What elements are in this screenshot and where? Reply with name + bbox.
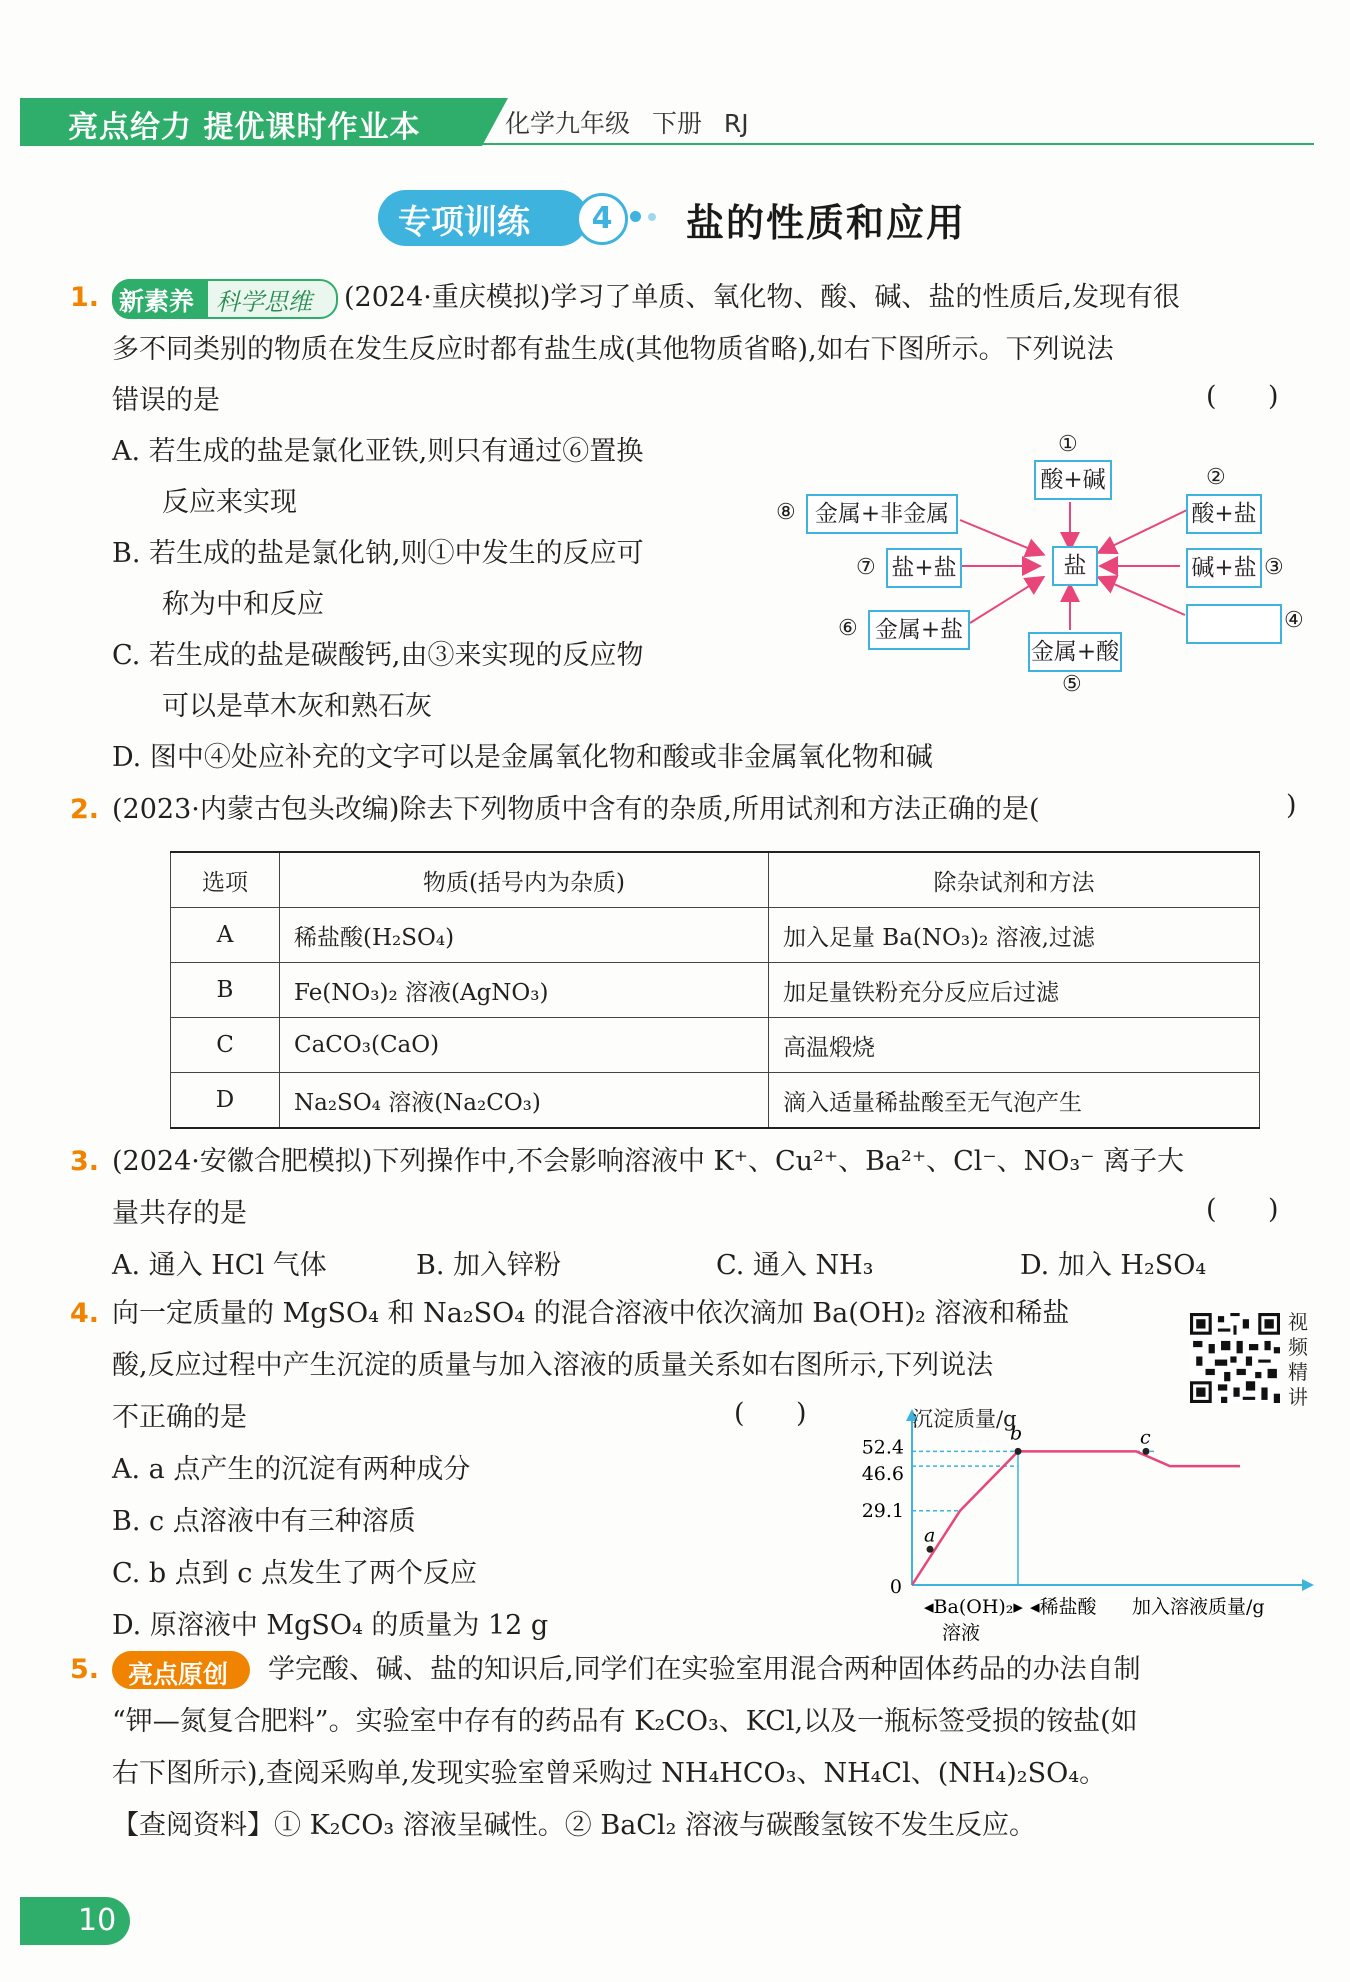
tag-label: 科学思维 (216, 288, 312, 316)
qr-label: 视频精讲 (1288, 1310, 1308, 1409)
x-segment-label: 溶液 (942, 1622, 981, 1644)
option-a: A. 通入 HCl 气体 (112, 1250, 327, 1281)
diagram-box-5: 金属+酸 (1028, 632, 1122, 672)
precipitate-chart (840, 1405, 1320, 1650)
option-b-cont: 称为中和反应 (162, 589, 324, 620)
section-label: 专项训练 (398, 202, 530, 241)
option-d: D. 图中④处应补充的文字可以是金属氧化物和酸或非金属氧化物和碱 (112, 742, 933, 773)
question-text: 错误的是 (112, 385, 220, 416)
qr-code-icon[interactable] (1190, 1313, 1280, 1403)
tag-label: 亮点原创 (128, 1660, 229, 1689)
impurity-table (170, 851, 1260, 1129)
question-text: 酸,反应过程中产生沉淀的质量与加入溶液的质量关系如右图所示,下列说法 (112, 1350, 994, 1381)
table-cell: C (171, 1018, 280, 1073)
diagram-box-3: 碱+盐 (1186, 548, 1262, 588)
table-cell: 滴入适量稀盐酸至无气泡产生 (769, 1073, 1260, 1129)
section-title: 盐的性质和应用 (686, 200, 967, 245)
question-text: 【查阅资料】① K₂CO₃ 溶液呈碱性。② BaCl₂ 溶液与碳酸氢铵不发生反应。 (112, 1810, 1036, 1841)
point-c (1143, 1448, 1150, 1455)
table-header-row (171, 852, 1260, 908)
point-label-a: a (924, 1524, 936, 1547)
table-cell: 加足量铁粉充分反应后过滤 (769, 963, 1260, 1018)
diagram-num-3: ③ (1264, 555, 1284, 580)
table-row (171, 908, 1260, 963)
question-text: “钾—氮复合肥料”。实验室中存有的药品有 K₂CO₃、KCl,以及一瓶标签受损的铵盐(如 (112, 1706, 1138, 1737)
x-segment-label: ◂稀盐酸 (1030, 1596, 1097, 1618)
option-c: C. 通入 NH₃ (716, 1250, 874, 1281)
question-text: 右下图所示),查阅采购单,发现实验室曾采购过 NH₄HCO₃、NH₄Cl、(NH₄)₂SO₄。 (112, 1758, 1107, 1789)
option-a: A. 若生成的盐是氯化亚铁,则只有通过⑥置换 (112, 436, 644, 467)
table-cell: 高温煅烧 (769, 1018, 1260, 1073)
ytick-label: 46.6 (861, 1463, 904, 1486)
table-header: 物质(括号内为杂质) (280, 852, 769, 908)
question-text: (2024·安徽合肥模拟)下列操作中,不会影响溶液中 K⁺、Cu²⁺、Ba²⁺、Cl⁻、NO₃⁻ 离子大 (112, 1146, 1185, 1177)
diagram-num-4: ④ (1284, 608, 1304, 633)
option-b: B. 若生成的盐是氯化钠,则①中发生的反应可 (112, 538, 644, 569)
answer-blank[interactable]: ( ) (734, 1398, 807, 1429)
diagram-box-2: 酸+盐 (1186, 494, 1262, 534)
option-c: C. 若生成的盐是碳酸钙,由③来实现的反应物 (112, 640, 644, 671)
table-cell: D (171, 1073, 280, 1129)
point-label-b: b (1010, 1422, 1023, 1445)
question-text: 多不同类别的物质在发生反应时都有盐生成(其他物质省略),如右下图所示。下列说法 (112, 334, 1114, 365)
question-number: 3. (70, 1146, 100, 1177)
data-line (912, 1451, 1240, 1585)
answer-blank[interactable]: ) (1286, 790, 1297, 821)
question-number: 5. (70, 1654, 100, 1685)
table-header: 除杂试剂和方法 (769, 852, 1260, 908)
diagram-center-salt: 盐 (1052, 546, 1098, 586)
table-cell: A (171, 908, 280, 963)
diagram-box-1: 酸+碱 (1034, 460, 1112, 500)
question-text: (2023·内蒙古包头改编)除去下列物质中含有的杂质,所用试剂和方法正确的是( (112, 794, 1040, 825)
table-cell: Fe(NO₃)₂ 溶液(AgNO₃) (280, 963, 769, 1018)
table-cell: CaCO₃(CaO) (280, 1018, 769, 1073)
ytick-label: 29.1 (861, 1499, 904, 1522)
question-text: 不正确的是 (112, 1402, 247, 1433)
table-row (171, 1073, 1260, 1129)
diagram-box-8: 金属+非金属 (806, 494, 958, 534)
option-d: D. 原溶液中 MgSO₄ 的质量为 12 g (112, 1610, 549, 1641)
arrow-8 (960, 520, 1042, 554)
arrow-6 (970, 578, 1042, 623)
option-b: B. 加入锌粉 (416, 1250, 562, 1281)
x-axis-arrow (1302, 1579, 1314, 1591)
arrow-2 (1100, 510, 1187, 552)
diagram-num-2: ② (1206, 465, 1226, 490)
question-number: 2. (70, 794, 100, 825)
question-text: 学完酸、碱、盐的知识后,同学们在实验室用混合两种固体药品的办法自制 (268, 1654, 1141, 1685)
diagram-num-7: ⑦ (856, 555, 876, 580)
option-a: A. a 点产生的沉淀有两种成分 (112, 1454, 471, 1485)
point-label-c: c (1140, 1426, 1151, 1449)
diagram-box-7: 盐+盐 (886, 548, 962, 588)
question-number: 1. (70, 282, 100, 313)
question-text: 向一定质量的 MgSO₄ 和 Na₂SO₄ 的混合溶液中依次滴加 Ba(OH)₂ 溶液和稀盐 (112, 1298, 1070, 1329)
option-c-cont: 可以是草木灰和熟石灰 (162, 691, 432, 722)
diagram-num-5: ⑤ (1062, 672, 1082, 697)
chart-xlabel: 加入溶液质量/g (1132, 1596, 1265, 1618)
question-text: 量共存的是 (112, 1198, 247, 1229)
tag-label: 新素养 (119, 287, 195, 316)
arrow-4 (1100, 578, 1185, 615)
section-dot (648, 213, 656, 221)
diagram-box-6: 金属+盐 (868, 610, 970, 650)
table-row (171, 1018, 1260, 1073)
answer-blank[interactable]: ( ) (1206, 1194, 1279, 1225)
table-header: 选项 (171, 852, 280, 908)
question-text: (2024·重庆模拟)学习了单质、氧化物、酸、碱、盐的性质后,发现有很 (344, 282, 1180, 313)
chart-ylabel: 沉淀质量/g (912, 1407, 1017, 1431)
table-cell: 稀盐酸(H₂SO₄) (280, 908, 769, 963)
table-cell: Na₂SO₄ 溶液(Na₂CO₃) (280, 1073, 769, 1129)
option-a-cont: 反应来实现 (162, 487, 297, 518)
answer-blank[interactable]: ( ) (1206, 381, 1279, 412)
question-number: 4. (70, 1298, 100, 1329)
diagram-num-6: ⑥ (838, 616, 858, 641)
section-dot (630, 211, 641, 222)
table-row (171, 963, 1260, 1018)
option-b: B. c 点溶液中有三种溶质 (112, 1506, 416, 1537)
point-b (1015, 1448, 1022, 1455)
option-c: C. b 点到 c 点发生了两个反应 (112, 1558, 478, 1589)
option-d: D. 加入 H₂SO₄ (1020, 1250, 1207, 1281)
table-cell: 加入足量 Ba(NO₃)₂ 溶液,过滤 (769, 908, 1260, 963)
x-segment-label: ◂Ba(OH)₂▸ (924, 1596, 1023, 1618)
point-a (927, 1546, 934, 1553)
header-title: 亮点给力 提优课时作业本 (68, 110, 421, 145)
header-divider (476, 143, 1314, 145)
diagram-num-1: ① (1058, 432, 1078, 457)
diagram-num-8: ⑧ (776, 500, 796, 525)
origin-label: 0 (889, 1576, 902, 1598)
page-number: 10 (78, 1903, 117, 1938)
table-cell: B (171, 963, 280, 1018)
section-number: 4 (576, 193, 628, 245)
header-subtitle: 化学九年级 下册 RJ (505, 109, 749, 138)
ytick-label: 52.4 (861, 1436, 904, 1459)
diagram-box-4-blank[interactable] (1186, 604, 1282, 644)
